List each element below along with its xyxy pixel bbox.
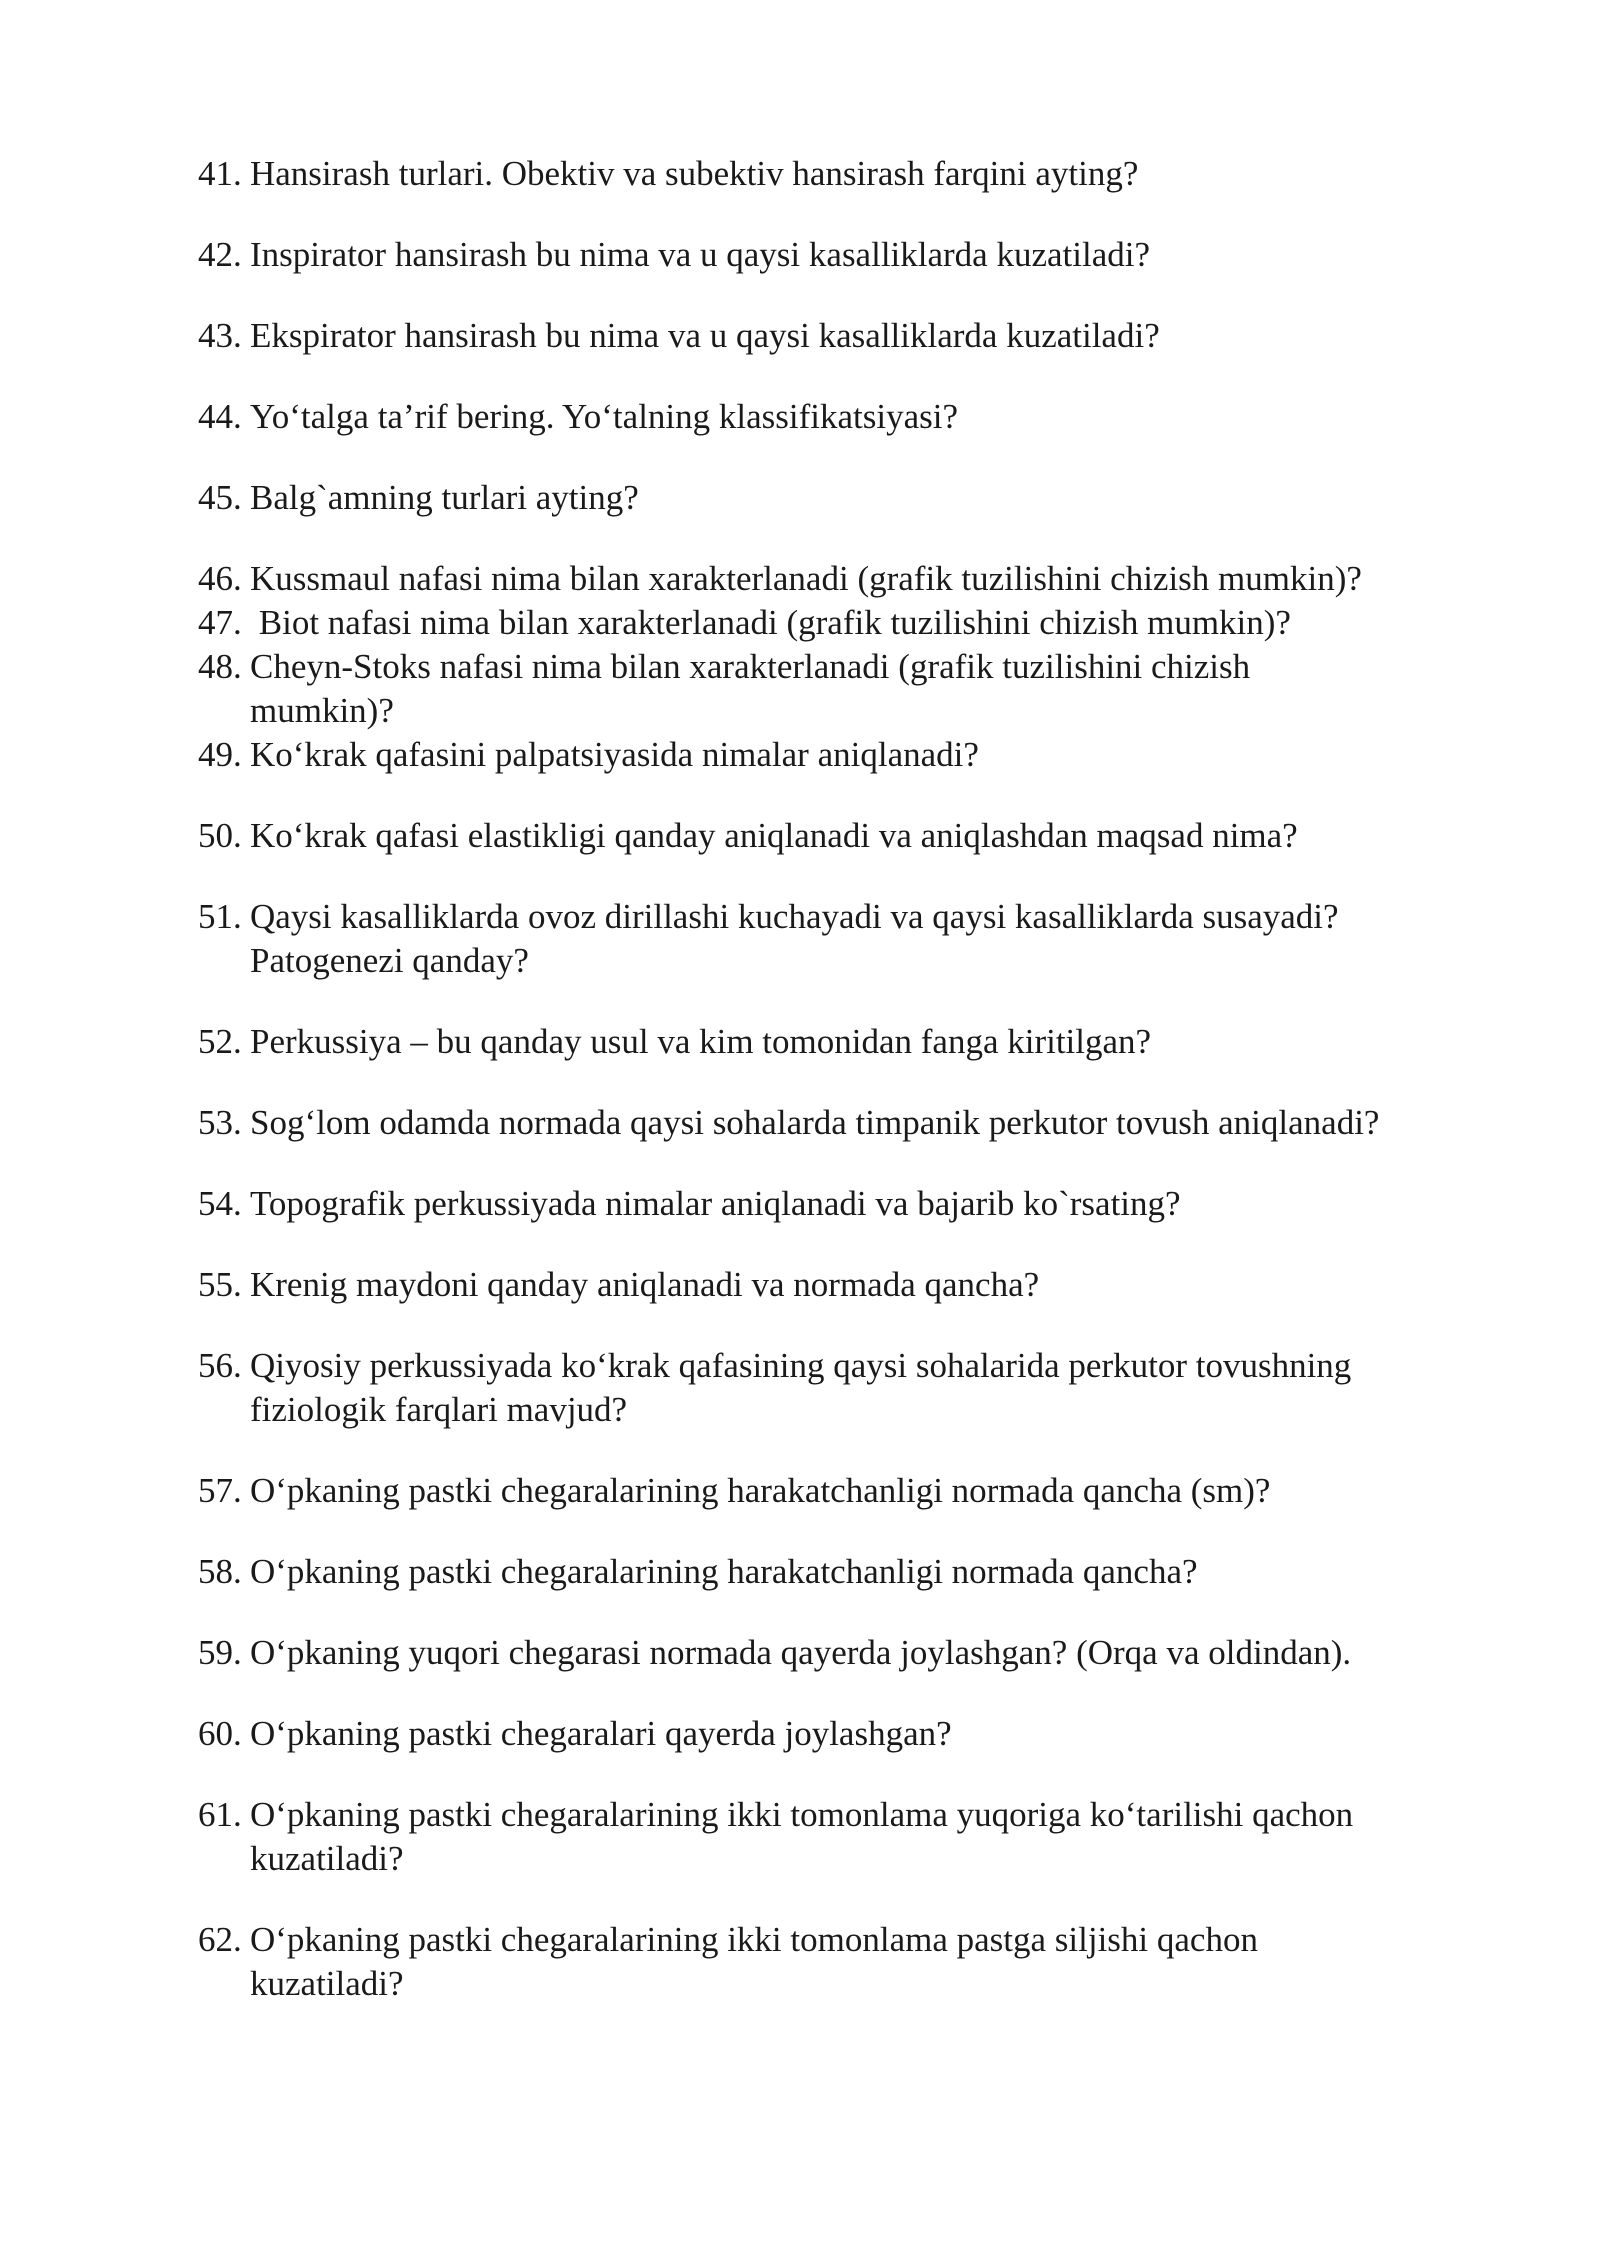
question-number: 41. — [198, 154, 242, 193]
question-42 — [198, 233, 1498, 277]
question-text: O‘pkaning pastki chegaralarining ikki tomonlama pastga siljishi qachon — [250, 1920, 1258, 1959]
question-52 — [198, 1020, 1498, 1064]
question-text: Kussmaul nafasi nima bilan xarakterlanadi (grafik tuzilishini chizish mumkin)? — [250, 559, 1362, 598]
question-number: 49. — [198, 735, 242, 774]
question-45 — [198, 476, 1498, 520]
question-53 — [198, 1101, 1498, 1145]
question-text-continued: fiziologik farqlari mavjud? — [250, 1390, 628, 1429]
question-text: Ko‘krak qafasi elastikligi qanday aniqlanadi va aniqlashdan maqsad nima? — [250, 816, 1298, 855]
question-number: 53. — [198, 1103, 242, 1142]
question-text: Krenig maydoni qanday aniqlanadi va normada qancha? — [250, 1265, 1040, 1304]
question-text: O‘pkaning pastki chegaralarining harakatchanligi normada qancha? — [250, 1552, 1198, 1591]
question-number: 52. — [198, 1022, 242, 1061]
question-46 — [198, 557, 1498, 601]
question-text-continued: mumkin)? — [250, 691, 394, 730]
question-number: 58. — [198, 1552, 242, 1591]
question-number: 42. — [198, 235, 242, 274]
question-number: 57. — [198, 1471, 242, 1510]
question-44 — [198, 395, 1498, 439]
question-text: Ekspirator hansirash bu nima va u qaysi kasalliklarda kuzatiladi? — [250, 316, 1160, 355]
question-text: O‘pkaning yuqori chegarasi normada qayerda joylashgan? (Orqa va oldindan). — [250, 1633, 1352, 1672]
question-text: Perkussiya – bu qanday usul va kim tomonidan fanga kiritilgan? — [250, 1022, 1152, 1061]
question-61 — [198, 1793, 1498, 1881]
question-number: 48. — [198, 647, 242, 686]
question-number: 47. — [198, 603, 242, 642]
question-text: Yo‘talga ta’rif bering. Yo‘talning klassifikatsiyasi? — [250, 397, 959, 436]
question-55 — [198, 1263, 1498, 1307]
question-47 — [198, 601, 1498, 645]
question-text: Cheyn-Stoks nafasi nima bilan xarakterlanadi (grafik tuzilishini chizish — [250, 647, 1251, 686]
question-number: 62. — [198, 1920, 242, 1959]
question-56 — [198, 1344, 1498, 1432]
question-number: 46. — [198, 559, 242, 598]
question-text: Ko‘krak qafasini palpatsiyasida nimalar aniqlanadi? — [250, 735, 979, 774]
question-text: O‘pkaning pastki chegaralari qayerda joylashgan? — [250, 1714, 952, 1753]
question-number: 60. — [198, 1714, 242, 1753]
question-43 — [198, 314, 1498, 358]
question-number: 56. — [198, 1346, 242, 1385]
question-41 — [198, 152, 1498, 196]
question-text: Sog‘lom odamda normada qaysi sohalarda timpanik perkutor tovush aniqlanadi? — [250, 1103, 1380, 1142]
question-text: Inspirator hansirash bu nima va u qaysi kasalliklarda kuzatiladi? — [250, 235, 1151, 274]
question-text-continued: kuzatiladi? — [250, 1964, 404, 2003]
question-text: Qiyosiy perkussiyada ko‘krak qafasining qaysi sohalarida perkutor tovushning — [250, 1346, 1352, 1385]
question-58 — [198, 1550, 1498, 1594]
question-text: O‘pkaning pastki chegaralarining harakatchanligi normada qancha (sm)? — [250, 1471, 1271, 1510]
question-text: Hansirash turlari. Obektiv va subektiv hansirash farqini ayting? — [250, 154, 1139, 193]
question-48 — [198, 645, 1498, 733]
question-text-continued: kuzatiladi? — [250, 1839, 404, 1878]
question-number: 43. — [198, 316, 242, 355]
question-text: O‘pkaning pastki chegaralarining ikki tomonlama yuqoriga ko‘tarilishi qachon — [250, 1795, 1354, 1834]
question-60 — [198, 1712, 1498, 1756]
question-number: 51. — [198, 897, 242, 936]
question-51 — [198, 895, 1498, 983]
question-57 — [198, 1469, 1498, 1513]
question-62 — [198, 1918, 1498, 2006]
question-number: 55. — [198, 1265, 242, 1304]
question-54 — [198, 1182, 1498, 1226]
question-50 — [198, 814, 1498, 858]
question-text: Topografik perkussiyada nimalar aniqlanadi va bajarib ko`rsating? — [250, 1184, 1181, 1223]
question-text: Balg`amning turlari ayting? — [250, 478, 639, 517]
question-number: 59. — [198, 1633, 242, 1672]
question-59 — [198, 1631, 1498, 1675]
question-text-continued: Patogenezi qanday? — [250, 941, 529, 980]
question-number: 61. — [198, 1795, 242, 1834]
question-49 — [198, 733, 1498, 777]
question-number: 54. — [198, 1184, 242, 1223]
question-number: 45. — [198, 478, 242, 517]
question-number: 50. — [198, 816, 242, 855]
question-number: 44. — [198, 397, 242, 436]
question-text: Biot nafasi nima bilan xarakterlanadi (grafik tuzilishini chizish mumkin)? — [250, 603, 1291, 642]
question-text: Qaysi kasalliklarda ovoz dirillashi kuchayadi va qaysi kasalliklarda susayadi? — [250, 897, 1339, 936]
